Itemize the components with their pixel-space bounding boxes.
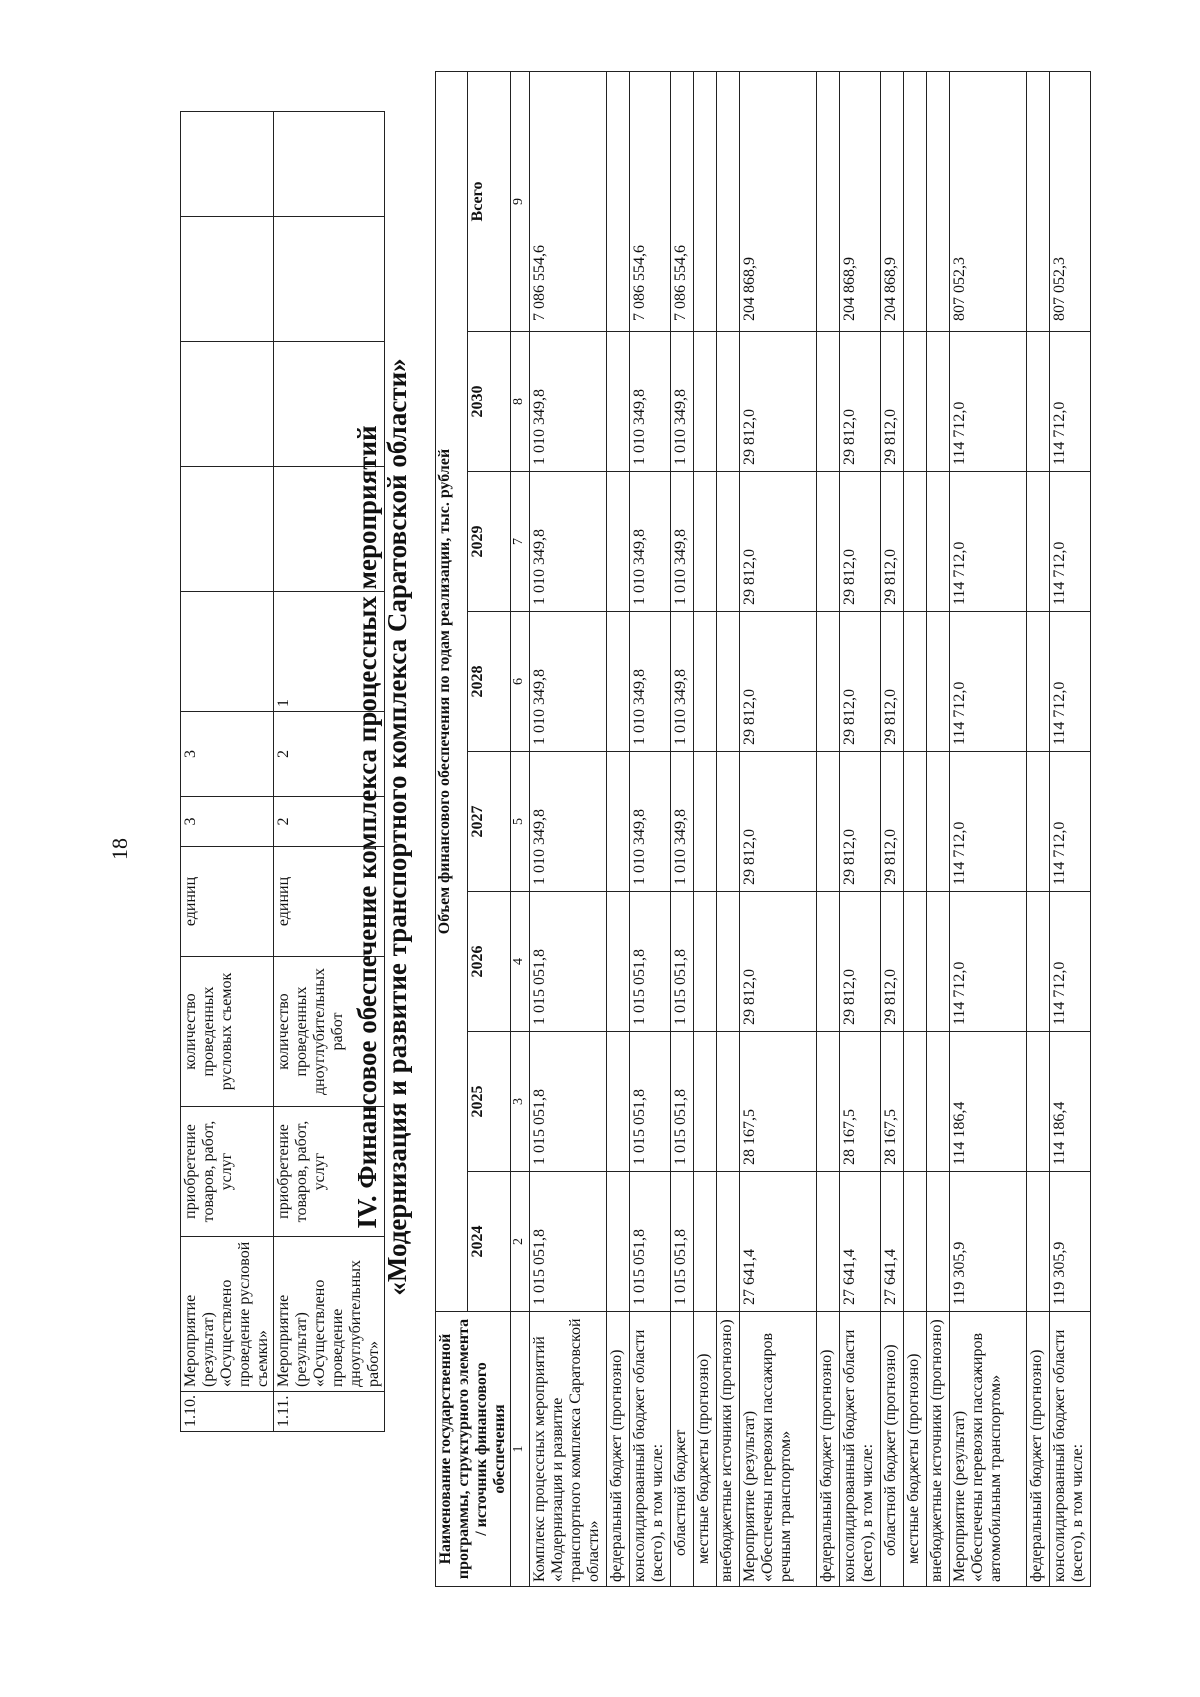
year-value	[904, 612, 927, 752]
indicator-value: 2	[274, 797, 385, 847]
indicator-value	[181, 112, 274, 217]
year-value: 1 010 349,8	[630, 472, 671, 612]
page-number: 18	[107, 838, 132, 860]
unit: единиц	[181, 847, 274, 957]
year-header: 2027	[468, 752, 511, 892]
indicator-value	[181, 467, 274, 592]
financing-source-label: консолидированный бюджет области (всего), в том числе:	[1050, 1312, 1091, 1587]
financing-row	[817, 71, 840, 1586]
year-value: 114 712,0	[1050, 892, 1091, 1032]
year-value: 27 641,4	[740, 1172, 817, 1312]
indicator-value: 3	[181, 797, 274, 847]
year-value	[927, 1032, 950, 1172]
indicator-value	[181, 217, 274, 342]
year-value	[717, 332, 740, 472]
heading-line-1: IV. Финансовое обеспечение комплекса процессных мероприятий	[352, 425, 382, 1229]
total-value	[904, 71, 927, 331]
year-value: 29 812,0	[881, 752, 904, 892]
year-value	[694, 1032, 717, 1172]
year-value	[817, 1172, 840, 1312]
year-value: 29 812,0	[881, 472, 904, 612]
year-header: 2028	[468, 612, 511, 752]
year-value	[607, 752, 630, 892]
year-value	[607, 892, 630, 1032]
year-value	[1027, 472, 1050, 612]
year-value	[1027, 892, 1050, 1032]
indicator-value: 2	[274, 712, 385, 797]
financing-row	[1050, 71, 1091, 1586]
year-value	[904, 1172, 927, 1312]
indicator-value	[181, 342, 274, 467]
year-header: 2026	[468, 892, 511, 1032]
year-value	[694, 752, 717, 892]
year-value: 114 712,0	[1050, 612, 1091, 752]
year-value: 1 010 349,8	[671, 332, 694, 472]
financing-source-label: Мероприятие (результат) «Обеспечены перевозки пассажиров речным транспортом»	[740, 1312, 817, 1587]
financing-row	[1027, 71, 1050, 1586]
financing-source-label: консолидированный бюджет области (всего), в том числе:	[630, 1312, 671, 1587]
year-value	[817, 612, 840, 752]
year-value	[694, 1172, 717, 1312]
year-value: 1 010 349,8	[671, 612, 694, 752]
financing-row	[904, 71, 927, 1586]
indicator-name: количество проведенных дноуглубительных работ	[274, 957, 385, 1107]
year-value: 29 812,0	[740, 612, 817, 752]
year-value: 28 167,5	[740, 1032, 817, 1172]
year-value: 114 186,4	[950, 1032, 1027, 1172]
total-value: 204 868,9	[881, 71, 904, 331]
year-value	[927, 892, 950, 1032]
year-value	[607, 1032, 630, 1172]
year-value: 114 712,0	[1050, 332, 1091, 472]
year-value	[927, 332, 950, 472]
year-value: 29 812,0	[840, 472, 881, 612]
year-header: 2025	[468, 1032, 511, 1172]
column-index: 1	[511, 1312, 530, 1587]
year-header: 2029	[468, 472, 511, 612]
year-value	[1027, 612, 1050, 752]
financing-source-label: местные бюджеты (прогнозно)	[904, 1312, 927, 1587]
indicator-value	[274, 112, 385, 217]
year-value: 1 010 349,8	[671, 472, 694, 612]
year-value: 1 015 051,8	[671, 1032, 694, 1172]
year-value: 29 812,0	[840, 612, 881, 752]
year-value: 114 712,0	[1050, 752, 1091, 892]
year-value	[717, 472, 740, 612]
unit: единиц	[274, 847, 385, 957]
year-value	[717, 892, 740, 1032]
year-value	[717, 1032, 740, 1172]
total-value	[817, 71, 840, 331]
year-value: 1 015 051,8	[671, 1172, 694, 1312]
year-value: 1 015 051,8	[630, 1172, 671, 1312]
total-value: 204 868,9	[840, 71, 881, 331]
year-value: 27 641,4	[881, 1172, 904, 1312]
financing-row	[671, 71, 694, 1586]
row-number: 1.11.	[274, 1392, 385, 1432]
year-value	[817, 332, 840, 472]
year-value: 1 010 349,8	[671, 752, 694, 892]
financing-source-label: консолидированный бюджет области (всего), в том числе:	[840, 1312, 881, 1587]
year-value	[717, 1172, 740, 1312]
total-value	[927, 71, 950, 331]
year-value	[927, 1172, 950, 1312]
financing-row	[740, 71, 817, 1586]
financing-source-label: федеральный бюджет (прогнозно)	[607, 1312, 630, 1587]
column-index: 5	[511, 752, 530, 892]
year-value: 1 015 051,8	[530, 1172, 607, 1312]
financing-source-label: Мероприятие (результат) «Обеспечены перевозки пассажиров автомобильным транспортом»	[950, 1312, 1027, 1587]
total-header: Всего	[468, 71, 511, 331]
year-value: 114 712,0	[950, 332, 1027, 472]
total-value: 7 086 554,6	[530, 71, 607, 331]
year-value: 1 010 349,8	[630, 332, 671, 472]
total-value: 204 868,9	[740, 71, 817, 331]
column-index: 7	[511, 472, 530, 612]
column-index: 3	[511, 1032, 530, 1172]
year-value: 114 712,0	[950, 752, 1027, 892]
financing-row	[881, 71, 904, 1586]
year-value: 1 010 349,8	[630, 612, 671, 752]
total-value: 807 052,3	[1050, 71, 1091, 331]
year-value: 119 305,9	[950, 1172, 1027, 1312]
total-value	[1027, 71, 1050, 331]
year-value	[904, 332, 927, 472]
year-value: 29 812,0	[740, 892, 817, 1032]
year-value	[1027, 1172, 1050, 1312]
financing-table	[435, 71, 1091, 1587]
row-number: 1.10.	[181, 1392, 274, 1432]
total-value	[607, 71, 630, 331]
heading-line-2: «Модернизация и развитие транспортного комплекса Саратовской области»	[382, 358, 412, 1296]
column-index: 2	[511, 1172, 530, 1312]
indicator-value: 3	[181, 712, 274, 797]
year-value: 114 712,0	[1050, 472, 1091, 612]
indicator-value	[181, 592, 274, 712]
year-value	[927, 472, 950, 612]
year-value	[817, 892, 840, 1032]
year-value	[904, 472, 927, 612]
financing-source-label: областной бюджет (прогнозно)	[881, 1312, 904, 1587]
year-value: 28 167,5	[881, 1032, 904, 1172]
financing-source-label: внебюджетные источники (прогнозно)	[927, 1312, 950, 1587]
year-value: 28 167,5	[840, 1032, 881, 1172]
year-value: 29 812,0	[840, 332, 881, 472]
year-value: 1 010 349,8	[530, 612, 607, 752]
year-value: 29 812,0	[740, 472, 817, 612]
financing-row	[530, 71, 607, 1586]
year-value: 29 812,0	[881, 612, 904, 752]
column-index: 6	[511, 612, 530, 752]
total-value: 807 052,3	[950, 71, 1027, 331]
indicator-value: 1	[274, 592, 385, 712]
year-value	[817, 1032, 840, 1172]
year-value	[694, 472, 717, 612]
section-heading	[352, 237, 412, 1417]
year-header: 2024	[468, 1172, 511, 1312]
year-value: 1 010 349,8	[630, 752, 671, 892]
total-value: 7 086 554,6	[630, 71, 671, 331]
header-name: Наименование государственной программы, структурного элемента / источник финансового обеспечения	[436, 1312, 511, 1587]
total-value	[717, 71, 740, 331]
year-value: 114 712,0	[950, 472, 1027, 612]
year-value: 114 712,0	[950, 892, 1027, 1032]
financing-source-label: федеральный бюджет (прогнозно)	[1027, 1312, 1050, 1587]
year-value	[607, 472, 630, 612]
year-value: 1 015 051,8	[630, 1032, 671, 1172]
financing-row	[717, 71, 740, 1586]
year-value	[1027, 332, 1050, 472]
header-financing-span: Объем финансового обеспечения по годам реализации, тыс. рублей	[436, 71, 468, 1311]
event-type: приобретение товаров, работ, услуг	[181, 1107, 274, 1237]
event-type: приобретение товаров, работ, услуг	[274, 1107, 385, 1237]
financing-source-label: федеральный бюджет (прогнозно)	[817, 1312, 840, 1587]
year-value	[717, 752, 740, 892]
year-value: 1 010 349,8	[530, 472, 607, 612]
total-value: 7 086 554,6	[671, 71, 694, 331]
year-value: 29 812,0	[881, 332, 904, 472]
year-value	[927, 752, 950, 892]
year-value: 1 015 051,8	[530, 1032, 607, 1172]
year-header: 2030	[468, 332, 511, 472]
financing-row	[840, 71, 881, 1586]
year-value: 29 812,0	[840, 752, 881, 892]
year-value	[817, 752, 840, 892]
event-name: Мероприятие (результат) «Осуществлено проведение дноуглубительных работ»	[274, 1237, 385, 1392]
year-value: 114 712,0	[950, 612, 1027, 752]
year-value	[694, 892, 717, 1032]
year-value: 1 015 051,8	[530, 892, 607, 1032]
financing-row	[630, 71, 671, 1586]
year-value	[607, 1172, 630, 1312]
year-value	[904, 1032, 927, 1172]
year-value	[607, 612, 630, 752]
year-value: 1 015 051,8	[671, 892, 694, 1032]
indicator-name: количество проведенных русловых съемок	[181, 957, 274, 1107]
financing-source-label: внебюджетные источники (прогнозно)	[717, 1312, 740, 1587]
column-index: 9	[511, 71, 530, 331]
event-name: Мероприятие (результат) «Осуществлено проведение русловой съемки»	[181, 1237, 274, 1392]
year-value: 29 812,0	[840, 892, 881, 1032]
year-value	[817, 472, 840, 612]
financing-row	[927, 71, 950, 1586]
financing-row	[950, 71, 1027, 1586]
year-value: 29 812,0	[740, 332, 817, 472]
year-value: 27 641,4	[840, 1172, 881, 1312]
column-index: 4	[511, 892, 530, 1032]
year-value	[927, 612, 950, 752]
year-value	[904, 752, 927, 892]
financing-source-label: местные бюджеты (прогнозно)	[694, 1312, 717, 1587]
column-index: 8	[511, 332, 530, 472]
year-value	[717, 612, 740, 752]
financing-row	[694, 71, 717, 1586]
financing-source-label: областной бюджет	[671, 1312, 694, 1587]
year-value: 1 010 349,8	[530, 332, 607, 472]
year-value: 29 812,0	[881, 892, 904, 1032]
year-value: 1 015 051,8	[630, 892, 671, 1032]
year-value	[904, 892, 927, 1032]
year-value: 114 186,4	[1050, 1032, 1091, 1172]
year-value: 119 305,9	[1050, 1172, 1091, 1312]
year-value	[694, 332, 717, 472]
financing-row	[607, 71, 630, 1586]
year-value: 1 010 349,8	[530, 752, 607, 892]
year-value	[607, 332, 630, 472]
indicator-row	[181, 112, 274, 1432]
year-value	[1027, 1032, 1050, 1172]
year-value: 29 812,0	[740, 752, 817, 892]
financing-source-label: Комплекс процессных мероприятий «Модернизация и развитие транспортного комплекса Саратовской области»	[530, 1312, 607, 1587]
year-value	[694, 612, 717, 752]
total-value	[694, 71, 717, 331]
year-value	[1027, 752, 1050, 892]
